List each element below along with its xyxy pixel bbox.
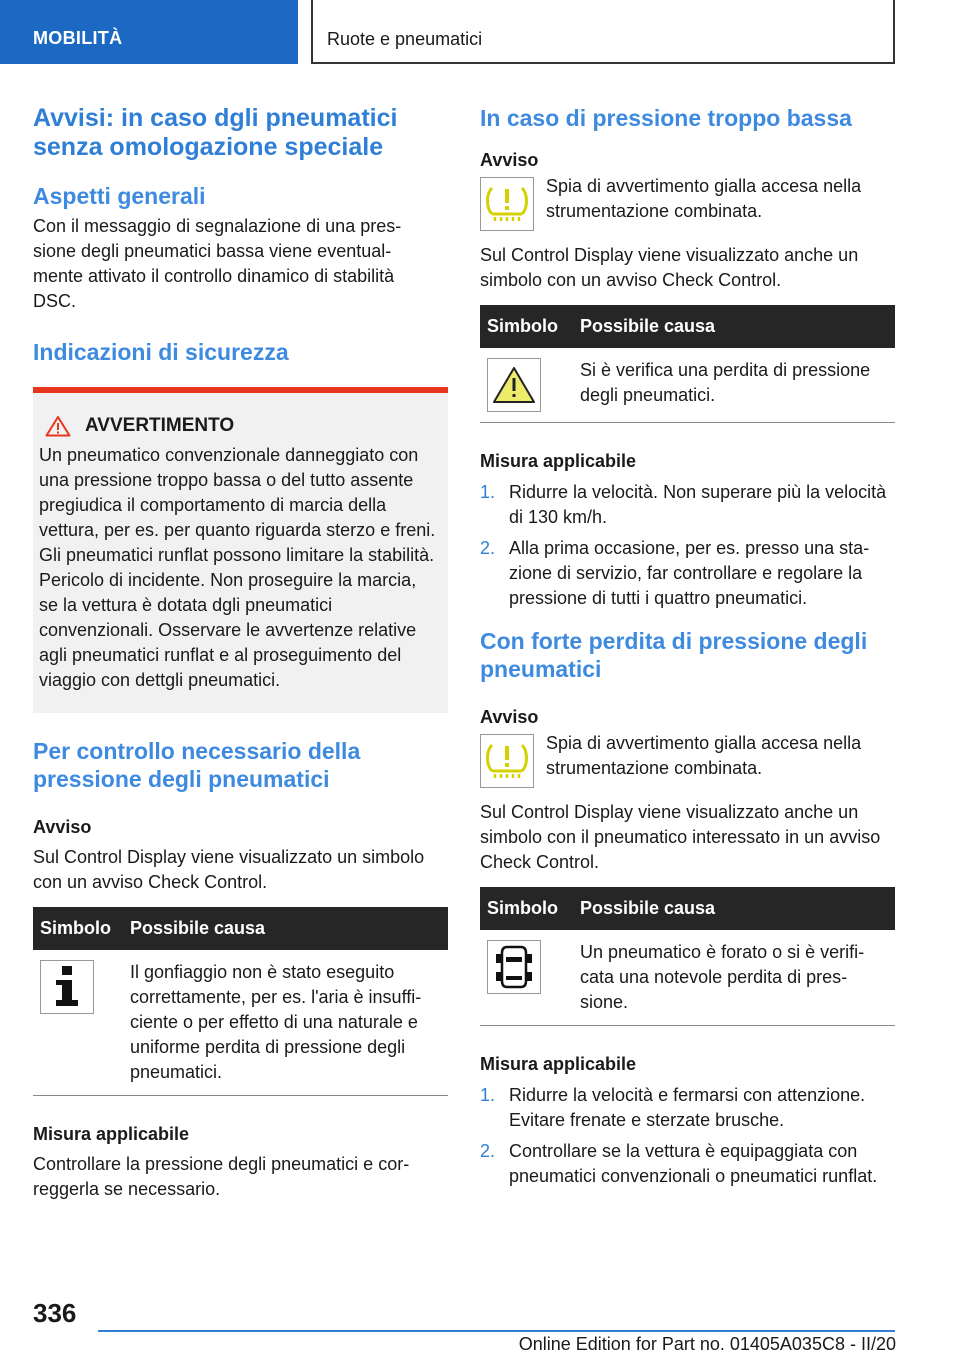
info-symbol-icon	[40, 960, 94, 1014]
header-section-tab	[0, 0, 298, 64]
general-heading: Aspetti generali	[33, 183, 206, 209]
avviso-label: Avviso	[33, 817, 92, 837]
table-header-symbol: Simbolo	[480, 305, 573, 348]
measure-steps-strong	[480, 1083, 895, 1189]
table-cell-cause: Il gonfiaggio non è stato eseguito correttamente, per es. l'aria è insufficiente o per effetto di una naturale e uniforme perdita di pressione degli pneumatici.	[123, 950, 448, 1096]
header-section-label: MOBILITÀ	[33, 28, 123, 48]
check-heading: Per controllo necessario della pressione degli pneumatici	[33, 738, 361, 792]
step-number: 1.	[480, 482, 496, 502]
display-text: Sul Control Display viene visualizzato anche un simbolo con un avviso Check Control.	[480, 245, 859, 290]
measure-label: Misura applicabile	[480, 451, 637, 471]
measure-label: Misura applicabile	[480, 1054, 637, 1074]
table-header-row	[480, 305, 895, 348]
display-text: Sul Control Display viene visualizzato anche un simbolo con il pneumatico interessato in un avviso Check Control.	[480, 802, 881, 872]
low-pressure-heading: In caso di pressione troppo bassa	[480, 105, 852, 131]
car-tire-symbol-icon	[487, 940, 541, 994]
symbol-table-low	[480, 305, 895, 423]
step-text: Controllare se la vettura è equipaggiata con pneumatici convenzionali o pneumatici runflat.	[509, 1141, 878, 1186]
lamp-text: Spia di avvertimento gialla accesa nella strumentazione combinata.	[546, 733, 862, 778]
page-number: 336	[33, 1298, 77, 1328]
table-header-row	[480, 887, 895, 930]
lamp-row	[480, 177, 895, 231]
warning-text: Un pneumatico convenzionale danneggiato con una pressione troppo bassa o del tutto assente pregiudica il comportamento di marcia della vettura, per es. per quanto riguarda sterzo e freni. Gli pneumatici runflat possono limitare la stabilità. Pericolo di incidente. Non proseguire la marcia, se la vettura è dotata dgli pneumatici convenzionali. Osservare le avvertenze relative agli pneumatici runflat e al proseguimento del viaggio con dettgli pneumatici.	[39, 445, 436, 690]
footer-edition: Online Edition for Part no. 01405A035C8 - II/20	[518, 1334, 896, 1354]
step-number: 2.	[480, 1141, 496, 1161]
measure-label: Misura applicabile	[33, 1124, 190, 1144]
step-text: Ridurre la velocità. Non superare più la velocità di 130 km/h.	[509, 482, 887, 527]
warning-triangle-icon	[45, 415, 71, 437]
list-item	[480, 1139, 895, 1189]
right-column	[480, 104, 895, 1195]
tpms-warning-lamp-icon	[480, 177, 534, 231]
warning-title: AVVERTIMENTO	[85, 415, 235, 436]
measure-text: Controllare la pressione degli pneumatici e correggerla se necessario.	[33, 1154, 410, 1199]
table-cell-cause: Un pneumatico è forato o si è verificata una notevole perdita di pressione.	[573, 930, 895, 1026]
footer-divider	[98, 1330, 895, 1332]
step-number: 2.	[480, 538, 496, 558]
table-cell-cause: Si è verifica una perdita di pressione degli pneumatici.	[573, 348, 895, 423]
table-header-symbol: Simbolo	[480, 887, 573, 930]
page-title: Avvisi: in caso dgli pneumatici senza omologazione speciale	[33, 104, 398, 161]
avviso-label: Avviso	[480, 150, 539, 170]
table-header-cause: Possibile causa	[573, 887, 895, 930]
step-text: Alla prima occasione, per es. presso una stazione di servizio, far controllare e regolare la pressione di tutti i quattro pneumatici.	[509, 538, 870, 608]
tpms-warning-lamp-icon	[480, 734, 534, 788]
step-number: 1.	[480, 1085, 496, 1105]
table-row	[33, 950, 448, 1096]
table-header-cause: Possibile causa	[573, 305, 895, 348]
warning-box	[33, 387, 448, 713]
left-column	[33, 104, 448, 1202]
table-row	[480, 930, 895, 1026]
table-header-row	[33, 907, 448, 950]
avviso-text: Sul Control Display viene visualizzato un simbolo con un avviso Check Control.	[33, 847, 425, 892]
strong-loss-heading: Con forte perdita di pressione degli pneumatici	[480, 628, 868, 682]
general-text: Con il messaggio di segnalazione di una pressione degli pneumatici bassa viene eventualmente attivato il controllo dinamico di stabilità DSC.	[33, 216, 402, 311]
measure-steps-low	[480, 480, 895, 611]
safety-heading: Indicazioni di sicurezza	[33, 339, 289, 365]
table-header-symbol: Simbolo	[33, 907, 123, 950]
lamp-row	[480, 734, 895, 788]
lamp-text: Spia di avvertimento gialla accesa nella strumentazione combinata.	[546, 176, 862, 221]
warning-header	[45, 415, 440, 437]
list-item	[480, 480, 895, 530]
symbol-table-strong	[480, 887, 895, 1026]
table-header-cause: Possibile causa	[123, 907, 448, 950]
header-chapter-label: Ruote e pneumatici	[327, 29, 483, 49]
header-chapter	[311, 0, 895, 64]
table-row	[480, 348, 895, 423]
avviso-label: Avviso	[480, 707, 539, 727]
warning-triangle-symbol-icon	[487, 358, 541, 412]
list-item	[480, 1083, 895, 1133]
list-item	[480, 536, 895, 611]
symbol-table	[33, 907, 448, 1096]
step-text: Ridurre la velocità e fermarsi con attenzione. Evitare frenate e sterzate brusche.	[509, 1085, 866, 1130]
